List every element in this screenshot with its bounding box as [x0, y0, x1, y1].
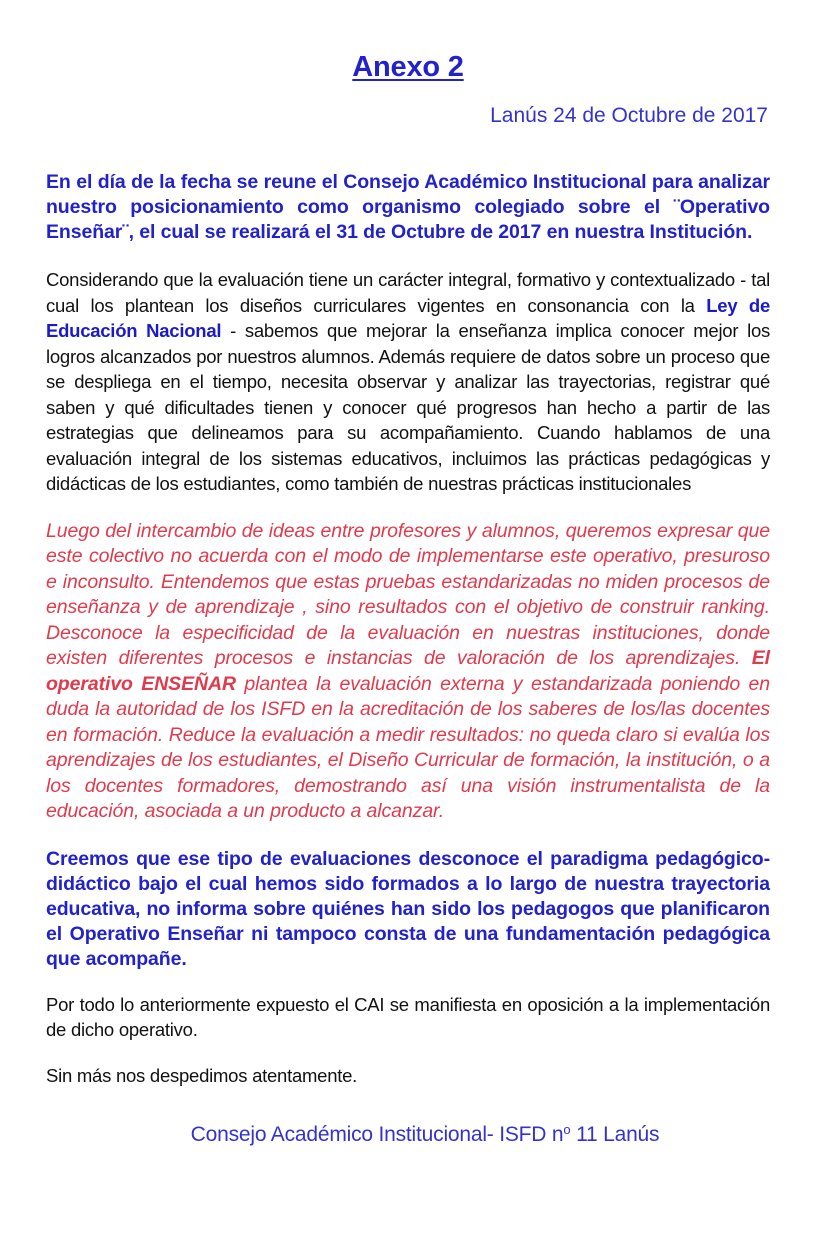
red-text-strong-operativo: El operativo ENSEÑAR — [46, 647, 770, 695]
paragraph-closing-blue: Creemos que ese tipo de evaluaciones desconoce el paradigma pedagógico-didáctico bajo el cual hemos sido formados a lo largo de nuestra trayectoria educativa, no informa sobre quiénes han sido los pedagogos que planificaron el Operativo Enseñar ni tampoco consta de una fundamentación pedagógica que acompañe. — [46, 847, 770, 970]
signature-suffix: 11 Lanús — [570, 1123, 660, 1146]
paragraph-closing-black-2: Sin más nos despedimos atentamente. — [46, 1064, 358, 1086]
page-title-text: Anexo 2 — [352, 51, 464, 83]
page-title — [46, 0, 770, 84]
date-line: Lanús 24 de Octubre de 2017 — [490, 104, 768, 127]
red-text-part-1: Luego del intercambio de ideas entre profesores y alumnos, queremos expresar que este colectivo no acuerda con el modo de implementarse este operativo, presuroso e inconsulto. Entendemos que estas pruebas estandarizadas no miden procesos de enseñanza y de aprendizaje , sino resultados con el objetivo de construir ranking. Desconoce la especificidad de la evaluación en nuestras instituciones, donde existen diferentes procesos e instancias de valoración de los aprendizajes. — [46, 519, 770, 669]
document-body — [46, 0, 770, 1148]
paragraph-body-black — [46, 245, 770, 497]
paragraph-intro-blue: En el día de la fecha se reune el Consejo Académico Institucional para analizar nuestro posicionamiento como organismo colegiado sobre el ¨Operativo Enseñar¨, el cual se realizará el 31 de Octubre de 2017 en nuestra Institución. — [46, 171, 770, 243]
body-text-part-2: - sabemos que mejorar la enseñanza implica conocer mejor los logros alcanzados por nuestros alumnos. Además requiere de datos sobre un proceso que se despliega en el tiempo, necesita observar y analizar las trayectorias, registrar qué saben y qué dificultades tienen y conocer qué progresos han hecho a partir de las estrategias que delineamos para su acompañamiento. Cuando hablamos de una evaluación integral de los sistemas educativos, incluimos las prácticas pedagógicas y didácticas de los estudiantes, como también de nuestras prácticas institucionales — [46, 320, 771, 494]
red-text-part-2: plantea la evaluación externa y estandarizada poniendo en duda la autoridad de los ISFD en la acreditación de los saberes de los/las docentes en formación. Reduce la evaluación a medir resultados: no queda claro si evalúa los aprendizajes de los estudiantes, el Diseño Curricular de formación, la institución, o a los docentes formadores, demostrando así una visión instrumentalista de la educación, asociada a un producto a alcanzar. — [46, 672, 770, 822]
signature-line — [46, 1088, 770, 1148]
body-text-part-1: Considerando que la evaluación tiene un carácter integral, formativo y contextualizado - tal cual los plantean los diseños curriculares vigentes en consonancia con la — [46, 269, 770, 316]
paragraph-red-italic — [46, 497, 770, 825]
body-text-highlight-ley: Ley de Educación Nacional — [46, 294, 770, 341]
signature-ordinal-marker: o — [563, 1121, 571, 1137]
paragraph-closing-black-1: Por todo lo anteriormente expuesto el CAI se manifiesta en oposición a la implementación de dicho operativo. — [46, 993, 770, 1040]
signature-prefix: Consejo Académico Institucional- ISFD n — [190, 1123, 564, 1146]
